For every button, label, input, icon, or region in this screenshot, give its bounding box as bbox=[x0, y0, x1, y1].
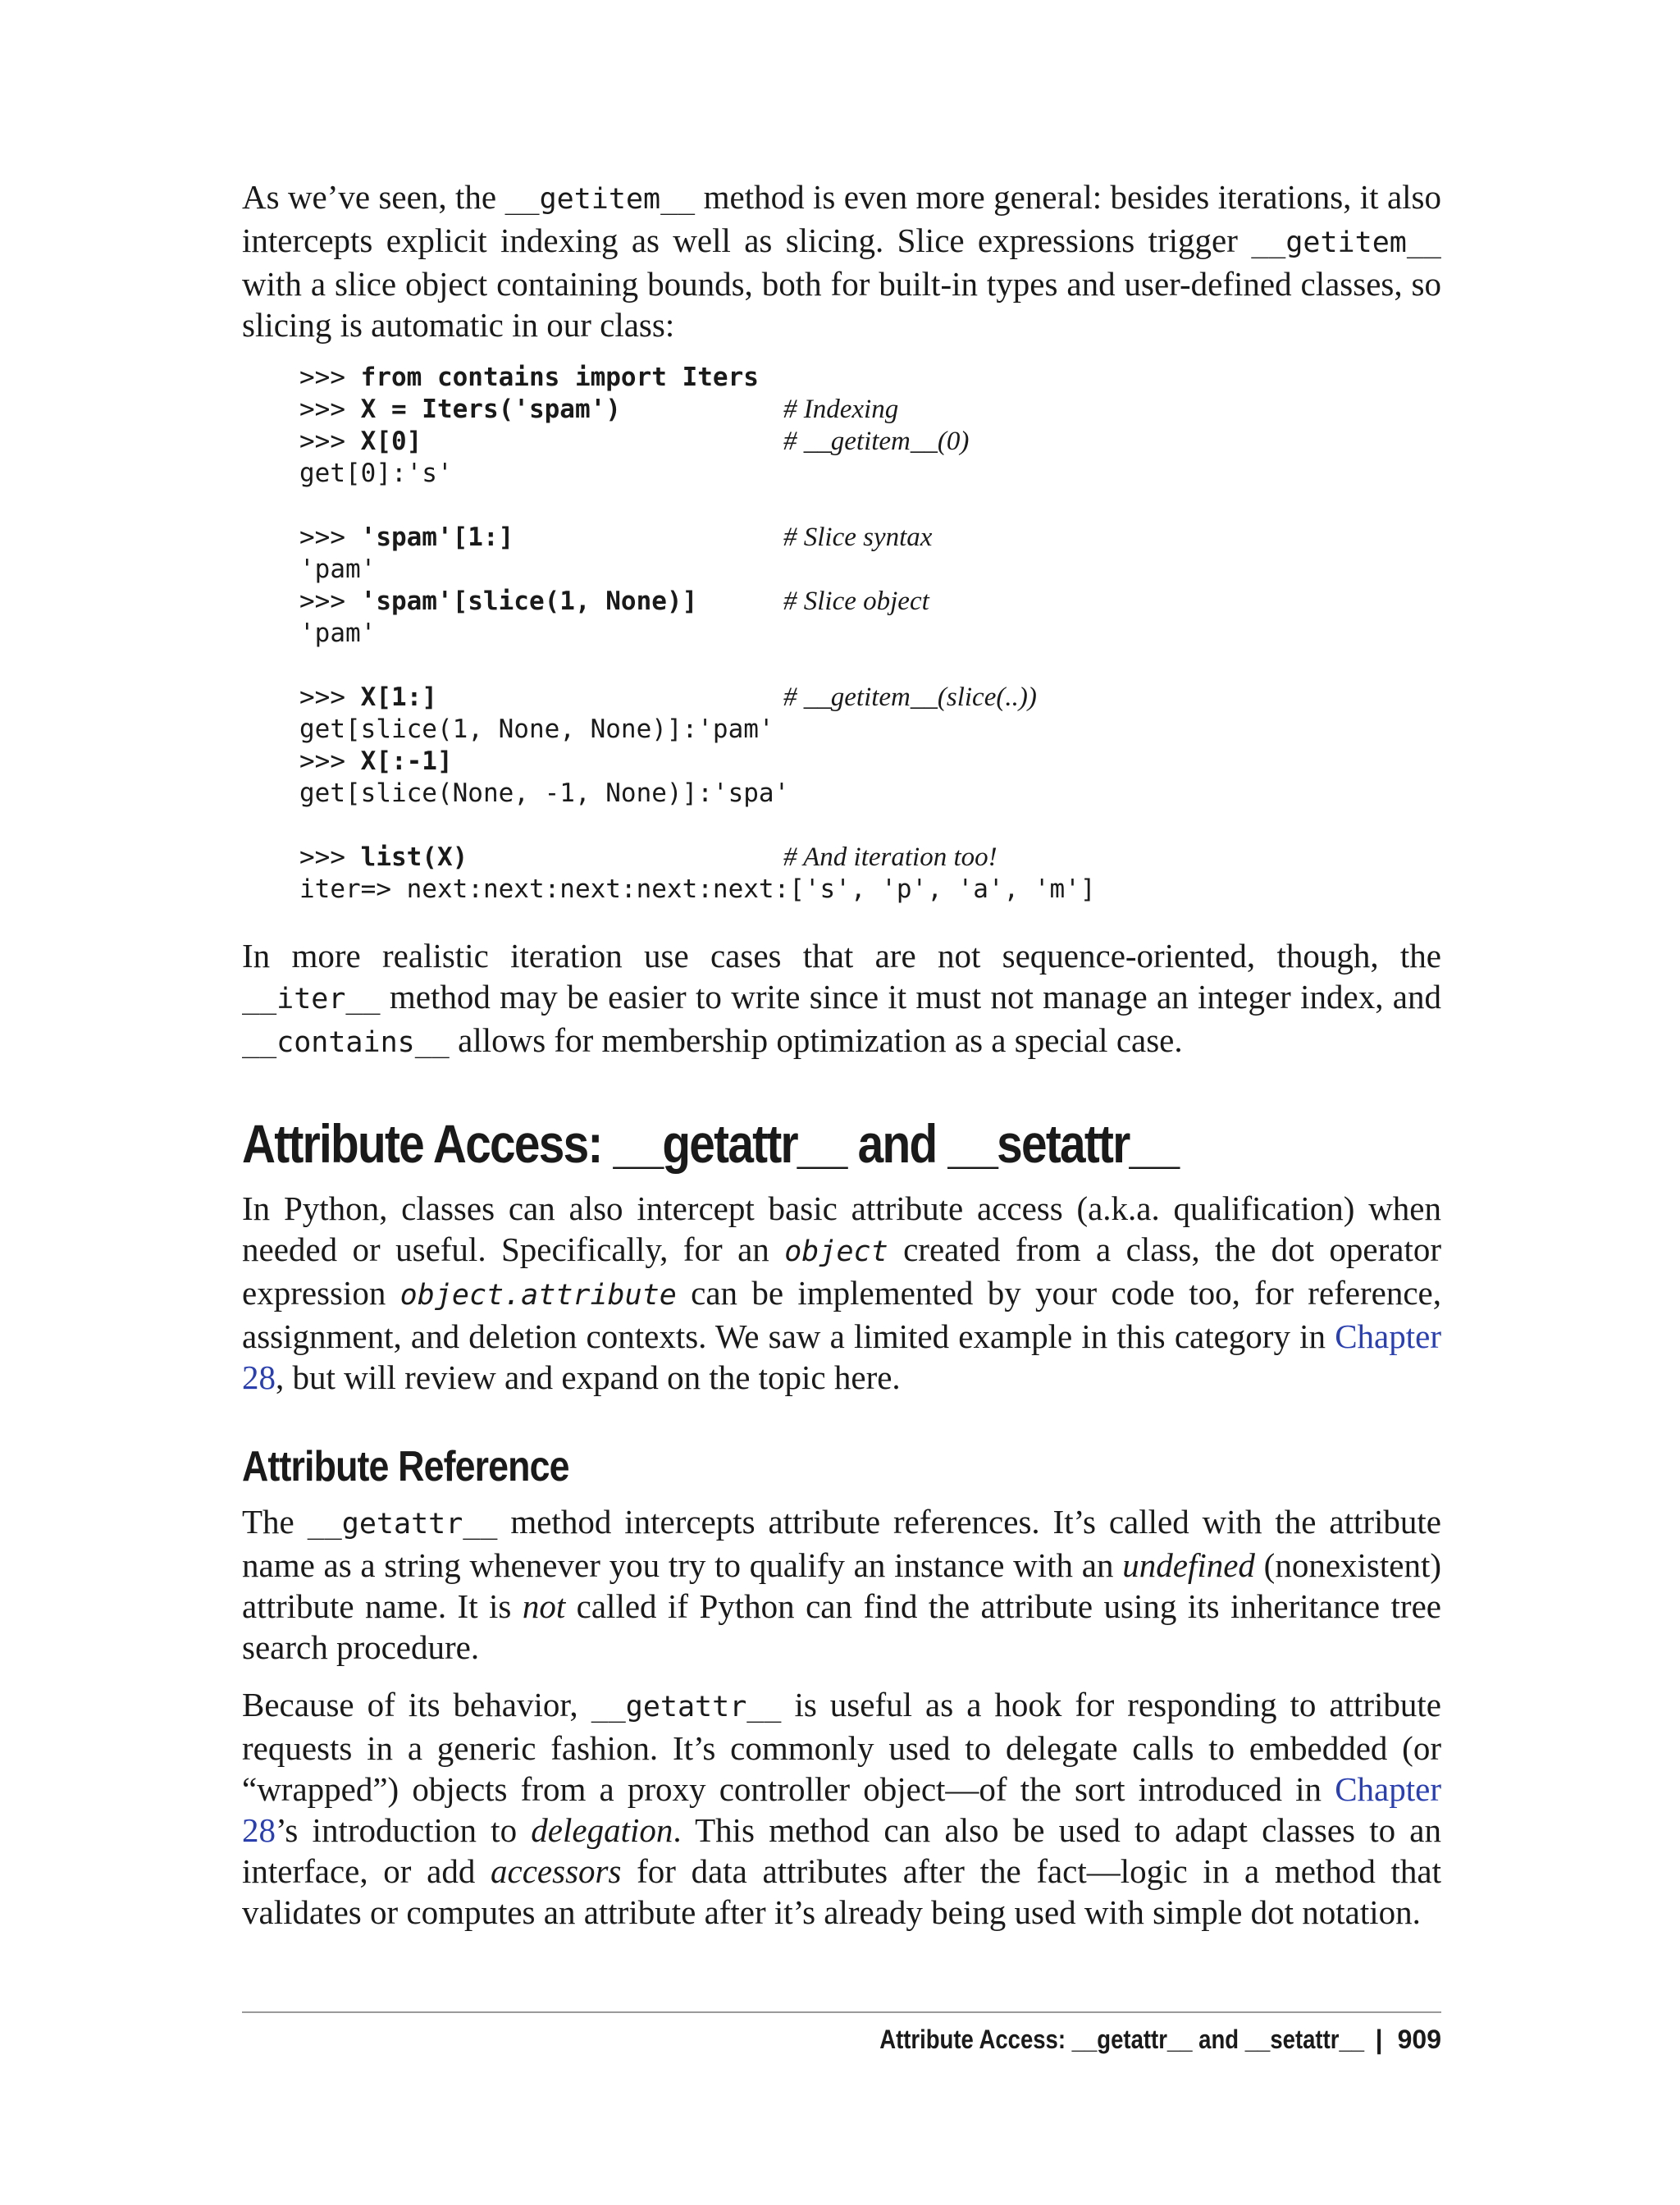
text-run: for data attributes after the fact—logic in a method that validates or computes an attribute after it’s already being used with simple dot notation. bbox=[242, 1852, 1441, 1931]
inline-code: __getitem__ bbox=[1251, 226, 1441, 259]
code-input: X[1:] bbox=[360, 682, 437, 712]
code-line bbox=[299, 586, 1441, 618]
code-line-code bbox=[299, 874, 1096, 906]
code-input: 'spam'[1:] bbox=[360, 523, 514, 552]
code-prompt: >>> bbox=[299, 523, 361, 552]
code-comment: # Slice syntax bbox=[783, 523, 933, 552]
code-line bbox=[299, 362, 1441, 394]
code-comment: # Slice object bbox=[783, 587, 929, 616]
code-input: X = Iters('spam') bbox=[360, 395, 621, 424]
text-run: The bbox=[242, 1503, 308, 1541]
text-run: , but will review and expand on the topic here. bbox=[276, 1358, 901, 1396]
page-footer bbox=[801, 2023, 1441, 2056]
footer-rule bbox=[242, 2011, 1441, 2013]
code-comment: # And iteration too! bbox=[783, 842, 998, 872]
code-prompt: >>> bbox=[299, 427, 361, 456]
code-input: X[0] bbox=[360, 427, 422, 456]
code-line-code bbox=[299, 394, 783, 426]
text-run: Because of its behavior, bbox=[242, 1686, 591, 1723]
code-line-code bbox=[299, 426, 783, 458]
running-footer-title: Attribute Access: __getattr__ and __setattr__ bbox=[879, 2025, 1364, 2054]
code-output: 'pam' bbox=[299, 555, 377, 584]
code-output: get[0]:'s' bbox=[299, 459, 453, 488]
code-comment: # __getitem__(0) bbox=[783, 427, 970, 456]
code-prompt: >>> bbox=[299, 587, 361, 616]
emphasis: not bbox=[522, 1587, 566, 1625]
code-example bbox=[299, 362, 1441, 906]
code-comment: # Indexing bbox=[783, 395, 899, 424]
code-line bbox=[299, 426, 1441, 458]
code-prompt: >>> bbox=[299, 363, 361, 392]
code-line-code bbox=[299, 458, 783, 490]
code-line-code bbox=[299, 842, 783, 874]
emphasis: delegation bbox=[531, 1811, 673, 1849]
text-run: ’s introduction to bbox=[276, 1811, 532, 1849]
paragraph-getitem-slicing bbox=[242, 176, 1441, 345]
code-line bbox=[299, 874, 1441, 906]
code-input: from contains import Iters bbox=[360, 363, 759, 392]
code-line-code bbox=[299, 746, 783, 778]
paragraph-iter-contains bbox=[242, 935, 1441, 1063]
code-input: 'spam'[slice(1, None)] bbox=[360, 587, 698, 616]
text-run: In Python, classes can also intercept basic attribute access (a.k.a. qualification) when needed or useful. Specifically, for an bbox=[242, 1189, 1441, 1268]
code-output: get[slice(None, -1, None)]:'spa' bbox=[299, 778, 790, 808]
code-input: X[:-1] bbox=[360, 746, 453, 776]
subsection-heading: Attribute Reference bbox=[242, 1443, 569, 1491]
chapter-28-link[interactable]: Chapter 28 bbox=[242, 1770, 1441, 1849]
text-run: (nonexistent) attribute name. It is bbox=[242, 1546, 1441, 1625]
code-line bbox=[299, 842, 1441, 874]
code-output: 'pam' bbox=[299, 619, 377, 648]
inline-code: __getattr__ bbox=[307, 1508, 498, 1541]
inline-code-italic: object bbox=[784, 1235, 888, 1268]
code-line bbox=[299, 682, 1441, 714]
emphasis: undefined bbox=[1122, 1546, 1255, 1584]
text-run: allows for membership optimization as a special case. bbox=[449, 1021, 1183, 1059]
code-line-code bbox=[299, 714, 783, 746]
code-input: list(X) bbox=[360, 842, 468, 872]
text-run: is useful as a hook for responding to attribute requests in a generic fashion. It’s commonly used to delegate calls to embedded (or “wrapped”) objects from a proxy controller object—of the sort introduced in bbox=[242, 1686, 1441, 1808]
code-line bbox=[299, 554, 1441, 586]
text-run: method is even more general: besides iterations, it also intercepts explicit indexing as well as slicing. Slice expressions trigger bbox=[242, 178, 1441, 259]
code-line bbox=[299, 458, 1441, 490]
code-line bbox=[299, 522, 1441, 554]
page-content bbox=[242, 176, 1441, 1949]
code-prompt: >>> bbox=[299, 842, 361, 872]
code-line-code bbox=[299, 362, 783, 394]
code-line-code bbox=[299, 618, 783, 650]
code-blank-line bbox=[299, 810, 1441, 842]
text-run: can be implemented by your code too, for reference, assignment, and deletion contexts. We saw a limited example in this category in bbox=[242, 1274, 1441, 1355]
code-prompt: >>> bbox=[299, 746, 361, 776]
code-blank-line bbox=[299, 490, 1441, 522]
code-line bbox=[299, 618, 1441, 650]
text-run: As we’ve seen, the bbox=[242, 178, 505, 216]
code-line bbox=[299, 778, 1441, 810]
code-prompt: >>> bbox=[299, 682, 361, 712]
code-comment: # __getitem__(slice(..)) bbox=[783, 682, 1037, 712]
code-line-code bbox=[299, 682, 783, 714]
code-line bbox=[299, 746, 1441, 778]
code-output: iter=> next:next:next:next:next:['s', 'p', 'a', 'm'] bbox=[299, 874, 1096, 904]
code-line-code bbox=[299, 522, 783, 554]
inline-code: __getitem__ bbox=[504, 183, 696, 216]
code-line-code bbox=[299, 778, 790, 810]
text-run: method intercepts attribute references. It’s called with the attribute name as a string whenever you try to qualify an instance with an bbox=[242, 1503, 1441, 1584]
footer-separator: | bbox=[1375, 2025, 1383, 2054]
text-run: . This method can also be used to adapt classes to an interface, or add bbox=[242, 1811, 1441, 1890]
code-line bbox=[299, 714, 1441, 746]
emphasis: accessors bbox=[491, 1852, 622, 1890]
code-prompt: >>> bbox=[299, 395, 361, 424]
page-number: 909 bbox=[1397, 2025, 1441, 2054]
chapter-28-link[interactable]: Chapter 28 bbox=[242, 1317, 1441, 1396]
paragraph-getattr-description bbox=[242, 1501, 1441, 1668]
inline-code-italic: object.attribute bbox=[399, 1279, 677, 1312]
inline-code: __getattr__ bbox=[591, 1691, 782, 1723]
code-blank-line bbox=[299, 650, 1441, 682]
section-heading: Attribute Access: __getattr__ and __setattr__ bbox=[242, 1113, 1179, 1174]
code-line-code bbox=[299, 554, 783, 586]
paragraph-attribute-access-intro bbox=[242, 1188, 1441, 1398]
code-output: get[slice(1, None, None)]:'pam' bbox=[299, 714, 774, 744]
text-run: In more realistic iteration use cases that are not sequence-oriented, though, the bbox=[242, 937, 1441, 975]
code-line bbox=[299, 394, 1441, 426]
text-run: created from a class, the dot operator expression bbox=[242, 1230, 1441, 1312]
text-run: with a slice object containing bounds, both for built-in types and user-defined classes, so slicing is automatic in our class: bbox=[242, 265, 1441, 344]
paragraph-getattr-uses bbox=[242, 1684, 1441, 1933]
inline-code: __iter__ bbox=[242, 983, 381, 1016]
inline-code: __contains__ bbox=[242, 1026, 450, 1059]
code-line-code bbox=[299, 586, 783, 618]
text-run: called if Python can find the attribute using its inheritance tree search procedure. bbox=[242, 1587, 1441, 1666]
text-run: method may be easier to write since it must not manage an integer index, and bbox=[380, 978, 1441, 1016]
